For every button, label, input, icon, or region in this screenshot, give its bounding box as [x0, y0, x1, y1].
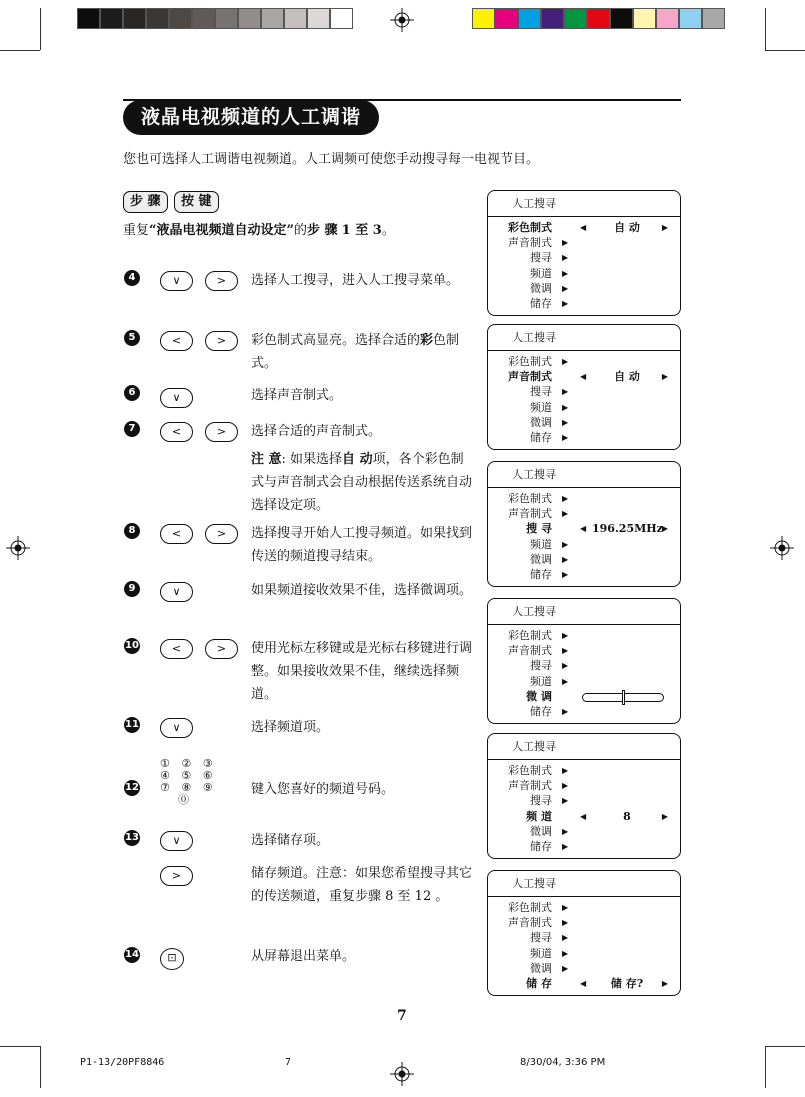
menu-key: ⊡ — [160, 948, 184, 970]
osd-menu-item — [488, 643, 680, 658]
arrow-left-icon: ◀ — [580, 371, 587, 382]
osd-menu-item-selected — [488, 689, 680, 704]
numeric-keypad: ① ② ③ ④ ⑤ ⑥ ⑦ ⑧ ⑨ ⓪ — [160, 757, 217, 806]
osd-item-label: 声音制式 — [508, 236, 552, 250]
arrow-right-icon: ▶ — [562, 948, 569, 958]
arrow-right-icon: ▶ — [562, 494, 569, 503]
osd-item-label: 频道 — [530, 946, 552, 960]
osd-item-label: 彩色制式 — [508, 355, 552, 368]
osd-item-label: 搜寻 — [530, 931, 552, 945]
arrow-right-icon: ▶ — [562, 357, 569, 366]
arrow-right-icon: ▶ — [562, 253, 569, 263]
color-swatch — [656, 8, 679, 29]
osd-menu-item — [488, 567, 680, 582]
down-key: ∨ — [160, 388, 193, 408]
keys-tag: 按 键 — [174, 191, 219, 213]
osd-menu-item — [488, 915, 680, 930]
osd-menu-item — [488, 400, 680, 415]
step-text: 使用光标左移键或是光标右移键进行调整。如果接收效果不佳，继续选择频道。 — [251, 641, 473, 702]
gray-swatch — [261, 8, 284, 29]
footer-date: 8/30/04, 3:36 PM — [520, 1057, 606, 1068]
osd-item-label: 储存 — [530, 431, 552, 444]
osd-menu — [487, 598, 681, 724]
gray-swatch — [169, 8, 192, 29]
osd-menu-item — [488, 281, 680, 296]
osd-menu-header: 人工搜寻 — [488, 734, 680, 760]
crop-mark — [40, 8, 41, 50]
color-swatch — [472, 8, 495, 29]
registration-mark-left — [6, 536, 30, 560]
arrow-right-icon: ▶ — [562, 646, 569, 656]
step-number: 13 — [124, 830, 140, 846]
right-key: > — [205, 422, 238, 442]
step-text: 选择声音制式。 — [251, 388, 343, 403]
right-key: > — [205, 271, 238, 291]
osd-item-label: 搜寻 — [530, 794, 552, 808]
arrow-left-icon: ◀ — [580, 810, 587, 821]
arrow-right-icon: ▶ — [661, 978, 668, 988]
osd-menu-item — [488, 946, 680, 961]
arrow-left-icon: ◀ — [580, 978, 587, 988]
crop-mark — [0, 1046, 40, 1047]
arrow-right-icon: ▶ — [661, 222, 668, 232]
osd-item-label: 声音制式 — [508, 644, 552, 658]
osd-menu — [487, 733, 681, 859]
arrow-right-icon: ▶ — [661, 523, 668, 534]
step-number: 10 — [124, 638, 140, 654]
osd-item-label: 彩色制式 — [508, 901, 552, 914]
arrow-right-icon: ▶ — [562, 903, 569, 912]
registration-mark-right — [770, 536, 794, 560]
osd-item-label: 频道 — [530, 400, 552, 414]
color-swatch — [610, 8, 633, 29]
color-swatch — [518, 8, 541, 29]
arrow-right-icon: ▶ — [562, 766, 569, 775]
registration-mark-bottom — [390, 1062, 414, 1086]
step-number: 6 — [124, 385, 140, 401]
osd-menu-item — [488, 900, 680, 915]
osd-item-label: 储存 — [530, 568, 552, 581]
arrow-right-icon: ▶ — [562, 387, 569, 397]
osd-menu-item — [488, 250, 680, 265]
osd-item-value: 8 — [623, 809, 631, 823]
step-text: 选择搜寻开始人工搜寻频道。如果找到传送的频道搜寻结束。 — [251, 526, 473, 564]
osd-menu-item — [488, 266, 680, 281]
osd-menu-item-selected — [488, 521, 680, 536]
step-text: 选择频道项。 — [251, 720, 330, 735]
osd-item-label: 频道 — [530, 674, 552, 688]
osd-menu-item — [488, 384, 680, 399]
step-text: 选择合适的声音制式。 — [251, 424, 382, 439]
osd-menu-item — [488, 430, 680, 445]
footer-file: P1-13/20PF8846 — [80, 1057, 165, 1068]
arrow-right-icon: ▶ — [562, 554, 569, 564]
osd-item-label: 彩色制式 — [508, 221, 552, 234]
step-number: 14 — [124, 947, 140, 963]
osd-menu-item — [488, 506, 680, 521]
crop-mark — [0, 50, 40, 51]
left-key: < — [160, 422, 193, 442]
osd-item-label: 彩色制式 — [508, 764, 552, 777]
gray-swatch — [307, 8, 330, 29]
repeat-instruction: 重复“液晶电视频道自动设定”的步 骤 1 至 3。 — [123, 223, 395, 238]
arrow-right-icon: ▶ — [562, 826, 569, 836]
arrow-right-icon: ▶ — [562, 283, 569, 293]
osd-menu-item — [488, 961, 680, 976]
slider-thumb — [622, 690, 625, 705]
step-number: 5 — [124, 330, 140, 346]
osd-item-label: 搜寻 — [530, 659, 552, 673]
crop-mark — [765, 50, 805, 51]
right-key: > — [205, 331, 238, 351]
osd-menu-item-selected — [488, 976, 680, 991]
arrow-right-icon: ▶ — [562, 796, 569, 806]
arrow-right-icon: ▶ — [562, 299, 569, 308]
arrow-left-icon: ◀ — [580, 222, 587, 232]
osd-menu-item-selected — [488, 220, 680, 235]
arrow-right-icon: ▶ — [562, 933, 569, 943]
osd-item-label: 频 道 — [526, 809, 552, 823]
osd-menu-item — [488, 658, 680, 673]
step-text: 如果频道接收效果不佳，选择微调项。 — [251, 583, 473, 598]
steps-tag: 步 骤 — [123, 191, 168, 213]
gray-swatch — [192, 8, 215, 29]
arrow-right-icon: ▶ — [562, 539, 569, 549]
osd-item-label: 声音制式 — [508, 779, 552, 793]
osd-item-label: 频道 — [530, 537, 552, 551]
osd-item-value: 储 存? — [610, 977, 644, 990]
step-number: 4 — [124, 270, 140, 286]
arrow-right-icon: ▶ — [562, 631, 569, 640]
osd-item-value: 自 动 — [614, 221, 640, 234]
step-number: 9 — [124, 581, 140, 597]
step-number: 11 — [124, 717, 140, 733]
osd-menu-item — [488, 552, 680, 567]
arrow-right-icon: ▶ — [562, 707, 569, 716]
registration-mark-top — [390, 8, 414, 32]
osd-item-label: 微调 — [530, 415, 552, 429]
arrow-right-icon: ▶ — [562, 963, 569, 973]
osd-item-label: 储 存 — [526, 977, 552, 990]
down-key: ∨ — [160, 271, 193, 291]
osd-menu — [487, 870, 681, 996]
osd-menu-item — [488, 778, 680, 793]
step-text: 键入您喜好的频道号码。 — [251, 782, 395, 797]
arrow-right-icon: ▶ — [562, 842, 569, 851]
osd-menu-item — [488, 793, 680, 808]
left-key: < — [160, 524, 193, 544]
color-swatch — [587, 8, 610, 29]
color-swatch — [495, 8, 518, 29]
left-key: < — [160, 639, 193, 659]
osd-item-label: 彩色制式 — [508, 492, 552, 505]
osd-item-label: 储存 — [530, 705, 552, 718]
arrow-right-icon: ▶ — [562, 417, 569, 427]
arrow-right-icon: ▶ — [661, 371, 668, 382]
intro-text: 您也可选择人工调谐电视频道。人工调频可使您手动搜寻每一电视节目。 — [123, 152, 540, 167]
step-number: 12 — [124, 780, 140, 796]
crop-mark — [765, 8, 766, 50]
gray-swatch — [238, 8, 261, 29]
osd-menu-item — [488, 491, 680, 506]
arrow-right-icon: ▶ — [661, 810, 668, 821]
osd-item-label: 搜寻 — [530, 251, 552, 265]
osd-item-label: 储存 — [530, 297, 552, 310]
gray-swatch — [123, 8, 146, 29]
arrow-right-icon: ▶ — [562, 781, 569, 791]
osd-menu-item — [488, 930, 680, 945]
page-number: 7 — [397, 1008, 407, 1024]
arrow-right-icon: ▶ — [562, 402, 569, 412]
arrow-right-icon: ▶ — [562, 433, 569, 442]
osd-menu-item — [488, 537, 680, 552]
osd-menu-item — [488, 354, 680, 369]
crop-mark — [765, 1046, 766, 1088]
osd-item-label: 微 调 — [526, 689, 552, 703]
osd-item-label: 彩色制式 — [508, 629, 552, 642]
osd-menu-item — [488, 415, 680, 430]
footer-page: 7 — [285, 1057, 292, 1068]
right-key: > — [205, 639, 238, 659]
gray-swatch — [215, 8, 238, 29]
osd-item-label: 搜寻 — [530, 385, 552, 399]
arrow-right-icon: ▶ — [562, 238, 569, 248]
osd-item-label: 频道 — [530, 266, 552, 280]
right-key: > — [160, 866, 193, 886]
osd-menu — [487, 461, 681, 587]
osd-item-label: 储存 — [530, 840, 552, 853]
osd-item-label: 微调 — [530, 552, 552, 566]
osd-menu — [487, 324, 681, 450]
osd-menu-header: 人工搜寻 — [488, 191, 680, 217]
arrow-right-icon: ▶ — [562, 676, 569, 686]
color-swatch — [633, 8, 656, 29]
osd-menu-header: 人工搜寻 — [488, 599, 680, 625]
page-title: 液晶电视频道的人工调谐 — [123, 100, 379, 135]
osd-menu-item-selected — [488, 809, 680, 824]
arrow-right-icon: ▶ — [562, 570, 569, 579]
osd-item-label: 微调 — [530, 961, 552, 975]
osd-item-label: 搜 寻 — [526, 522, 552, 536]
osd-menu — [487, 190, 681, 316]
step-text: 储存频道。注意：如果您希望搜寻其它的传送频道，重复步骤 8 至 12 。 — [251, 866, 473, 904]
osd-menu-item — [488, 674, 680, 689]
osd-menu-item — [488, 824, 680, 839]
osd-item-label: 声音制式 — [508, 916, 552, 930]
color-swatch — [564, 8, 587, 29]
arrow-right-icon: ▶ — [562, 661, 569, 671]
arrow-right-icon: ▶ — [562, 918, 569, 928]
osd-item-label: 声音制式 — [508, 507, 552, 521]
color-swatch — [702, 8, 725, 29]
gray-swatch — [284, 8, 307, 29]
osd-menu-item-selected — [488, 369, 680, 384]
osd-item-value: 196.25MHz — [592, 522, 663, 536]
gray-swatch — [77, 8, 100, 29]
osd-menu-header: 人工搜寻 — [488, 462, 680, 488]
arrow-left-icon: ◀ — [580, 523, 587, 534]
color-swatch — [679, 8, 702, 29]
step-text: 彩色制式高显亮。选择合适的彩色制式。 — [251, 333, 460, 371]
osd-menu-item — [488, 763, 680, 778]
osd-menu-item — [488, 839, 680, 854]
down-key: ∨ — [160, 582, 193, 602]
step-number: 7 — [124, 421, 140, 437]
arrow-right-icon: ▶ — [562, 268, 569, 278]
osd-menu-item — [488, 704, 680, 719]
step-text: 选择储存项。 — [251, 833, 330, 848]
step-text: 选择人工搜寻，进入人工搜寻菜单。 — [251, 273, 460, 288]
step-number: 8 — [124, 523, 140, 539]
osd-menu-header: 人工搜寻 — [488, 871, 680, 897]
gray-swatch — [100, 8, 123, 29]
step-text: 从屏幕退出菜单。 — [251, 949, 356, 964]
osd-item-label: 声音制式 — [508, 370, 552, 384]
arrow-right-icon: ▶ — [562, 509, 569, 519]
fine-tune-slider — [582, 693, 664, 702]
note-text: 注 意: 如果选择自 动项，各个彩色制式与声音制式会自动根据传送系统自动选择设定项。 — [251, 452, 473, 513]
gray-swatch — [330, 8, 353, 29]
left-key: < — [160, 331, 193, 351]
crop-mark — [40, 1046, 41, 1088]
osd-menu-item — [488, 296, 680, 311]
gray-swatch — [146, 8, 169, 29]
osd-menu-item — [488, 235, 680, 250]
osd-item-label: 微调 — [530, 824, 552, 838]
color-swatch — [541, 8, 564, 29]
osd-menu-header: 人工搜寻 — [488, 325, 680, 351]
down-key: ∨ — [160, 831, 193, 851]
osd-item-label: 微调 — [530, 281, 552, 295]
right-key: > — [205, 524, 238, 544]
osd-menu-item — [488, 628, 680, 643]
osd-item-value: 自 动 — [614, 370, 640, 384]
down-key: ∨ — [160, 718, 193, 738]
crop-mark — [765, 1046, 805, 1047]
